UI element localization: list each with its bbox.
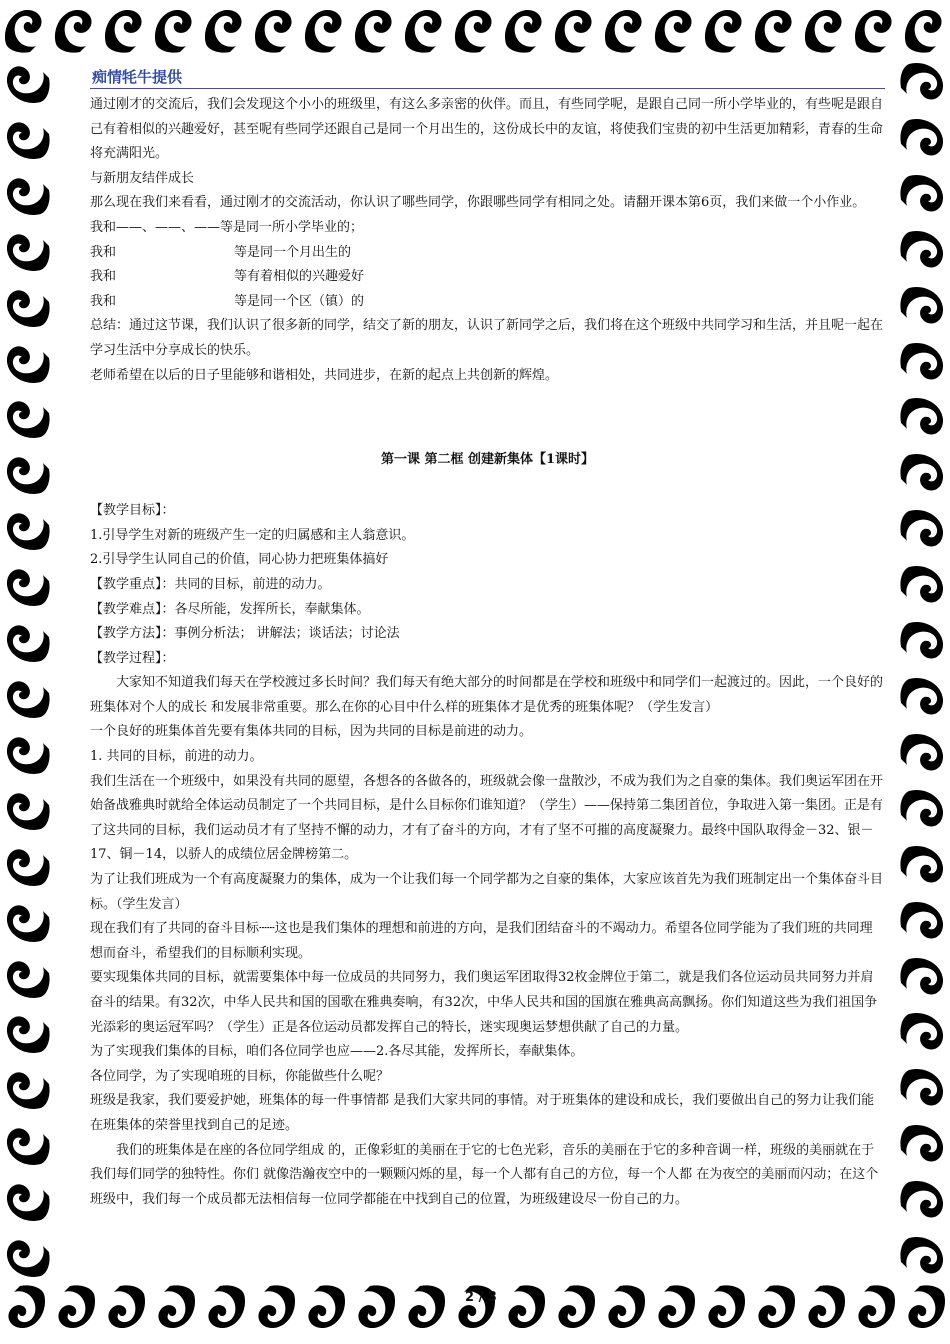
process-paragraph: 一个良好的班集体首先要有集体共同的目标，因为共同的目标是前进的动力。: [90, 724, 533, 740]
border-swirl-ornament: [100, 0, 150, 56]
fill-row-prefix: 我和: [90, 269, 117, 285]
fill-row-text: 等是同一个区（镇）的: [234, 293, 365, 309]
border-swirl-ornament: [900, 167, 950, 223]
border-swirl-ornament: [900, 1282, 950, 1338]
border-swirl-ornament: [900, 55, 950, 111]
border-top: [0, 0, 950, 62]
paragraph: 那么现在我们来看看，通过刚才的交流活动，你认识了哪些同学，你跟哪些同学有相同之处。请翻开课本第6页，我们来做一个小作业。: [90, 195, 866, 211]
lesson-line: 【教学难点】：各尽所能，发挥所长，奉献集体。: [90, 601, 370, 617]
fill-row-prefix: 我和: [90, 244, 117, 260]
border-swirl-ornament: [0, 55, 50, 111]
border-swirl-ornament: [650, 1282, 700, 1338]
border-swirl-ornament: [0, 782, 50, 838]
border-swirl-ornament: [0, 111, 50, 167]
border-swirl-ornament: [600, 0, 650, 56]
border-swirl-ornament: [300, 1282, 350, 1338]
fill-row: [90, 241, 885, 266]
border-swirl-ornament: [550, 0, 600, 56]
border-swirl-ornament: [850, 0, 900, 56]
border-swirl-ornament: [0, 1061, 50, 1117]
border-swirl-ornament: [750, 0, 800, 56]
border-swirl-ornament: [650, 0, 700, 56]
border-swirl-ornament: [0, 894, 50, 950]
border-swirl-ornament: [700, 1282, 750, 1338]
border-swirl-ornament: [900, 335, 950, 391]
summary-paragraph: 总结：通过这节课，我们认识了很多新的同学，结交了新的朋友，认识了新同学之后，我们将在这个班级中共同学习和生活，并且呢一起在学习生活中分享成长的快乐。: [90, 318, 884, 358]
border-swirl-ornament: [400, 0, 450, 56]
lesson-title: 第一课 第二框 创建新集体【1课时】: [380, 452, 595, 468]
process-paragraph: 我们生活在一个班级中，如果没有共同的愿望，各想各的各做各的，班级就会像一盘散沙，不成为我们为之自豪的集体。我们奥运军团在开始备战雅典时就给全体运动员制定了一个共同目标，是什么目标你们谁知道？（学生）——保持第二集团首位，争取进入第一集团。正是有了这共同的目标，我们运动员才有了坚持不懈的动力，才有了奋斗的方向，才有了坚不可摧的高度凝聚力。最终中国队取得金－32、银－17、铜－14，以骄人的成绩位居金牌榜第二。: [90, 773, 884, 863]
border-swirl-ornament: [700, 0, 750, 56]
border-swirl-ornament: [900, 0, 950, 56]
process-paragraph: 现在我们有了共同的奋斗目标┄┄这也是我们集体的理想和前进的方向，是我们团结奋斗的不竭动力。希望各位同学能为了我们班的共同理想而奋斗，希望我们的目标顺利实现。: [90, 921, 873, 961]
border-swirl-ornament: [800, 1282, 850, 1338]
border-swirl-ornament: [0, 279, 50, 335]
border-swirl-ornament: [900, 894, 950, 950]
border-swirl-ornament: [350, 0, 400, 56]
header-title: 痴情牦牛提供: [92, 68, 183, 86]
border-swirl-ornament: [0, 390, 50, 446]
page-number: 2 / 3: [465, 1290, 497, 1305]
border-swirl-ornament: [900, 558, 950, 614]
border-swirl-ornament: [900, 1229, 950, 1285]
border-swirl-ornament: [900, 1061, 950, 1117]
border-swirl-ornament: [200, 1282, 250, 1338]
lesson-line: 【教学方法】：事例分析法； 讲解法；谈话法；讨论法: [90, 626, 400, 642]
border-swirl-ornament: [0, 838, 50, 894]
process-paragraph: 班级是我家，我们要爱护她，班集体的每一件事情都 是我们大家共同的事情。对于班集体的建设和成长，我们要做出自己的努力让我们能在班集体的荣誉里找到自己的足迹。: [90, 1093, 875, 1133]
page-header: [90, 60, 885, 89]
border-swirl-ornament: [800, 0, 850, 56]
border-swirl-ornament: [50, 0, 100, 56]
border-swirl-ornament: [900, 111, 950, 167]
border-swirl-ornament: [0, 0, 50, 56]
border-swirl-ornament: [550, 1282, 600, 1338]
border-left: [0, 55, 50, 1285]
border-swirl-ornament: [900, 1005, 950, 1061]
lesson-line: 【教学重点】：共同的目标，前进的动力。: [90, 576, 331, 592]
border-swirl-ornament: [0, 335, 50, 391]
summary-paragraph: 老师希望在以后的日子里能够和谐相处，共同进步，在新的起点上共创新的辉煌。: [90, 367, 559, 383]
border-swirl-ornament: [0, 502, 50, 558]
border-swirl-ornament: [450, 0, 500, 56]
fill-row: [90, 265, 885, 290]
fill-row-prefix: 我和: [90, 293, 117, 309]
border-swirl-ornament: [400, 1282, 450, 1338]
process-paragraph: 大家知不知道我们每天在学校渡过多长时间？我们每天有绝大部分的时间都是在学校和班级中和同学们一起渡过的。因此，一个良好的班集体对个人的成长 和发展非常重要。那么在你的心目中什么样的班集体才是优秀的班集体呢？（学生发言）: [90, 675, 884, 715]
border-swirl-ornament: [150, 1282, 200, 1338]
process-paragraph: 为了让我们班成为一个有高度凝聚力的集体，成为一个让我们每一个同学都为之自豪的集体，大家应该首先为我们班制定出一个集体奋斗目标。（学生发言）: [90, 872, 884, 912]
border-swirl-ornament: [900, 838, 950, 894]
border-swirl-ornament: [0, 223, 50, 279]
process-paragraph: 各位同学，为了实现咱班的目标，你能做些什么呢？: [90, 1068, 390, 1084]
border-swirl-ornament: [900, 1117, 950, 1173]
border-swirl-ornament: [900, 614, 950, 670]
border-swirl-ornament: [0, 1282, 50, 1338]
border-swirl-ornament: [750, 1282, 800, 1338]
border-swirl-ornament: [850, 1282, 900, 1338]
border-swirl-ornament: [250, 0, 300, 56]
border-swirl-ornament: [0, 614, 50, 670]
border-swirl-ornament: [900, 502, 950, 558]
border-swirl-ornament: [500, 1282, 550, 1338]
process-heading: 1. 共同的目标，前进的动力。: [90, 749, 263, 765]
border-swirl-ornament: [900, 446, 950, 502]
process-paragraph: 要实现集体共同的目标，就需要集体中每一位成员的共同努力，我们奥运军团取得32枚金牌位于第二，就是我们各位运动员共同努力并肩奋斗的结果。有32次，中华人民共和国的国歌在雅典奏响，有32次，中华人民共和国的国旗在雅典高高飘扬。你们知道这些为我们祖国争光添彩的奥运冠军吗？（学生）正是各位运动员都发挥自己的特长，迷实现奥运梦想供献了自己的力量。: [90, 970, 878, 1035]
border-swirl-ornament: [600, 1282, 650, 1338]
border-swirl-ornament: [250, 1282, 300, 1338]
border-swirl-ornament: [0, 446, 50, 502]
fill-row-text: 等是同一个月出生的: [234, 244, 352, 260]
border-swirl-ornament: [150, 0, 200, 56]
border-swirl-ornament: [900, 726, 950, 782]
subheading: 与新朋友结伴成长: [90, 170, 195, 186]
border-swirl-ornament: [900, 670, 950, 726]
paragraph: 通过刚才的交流后，我们会发现这个小小的班级里，有这么多亲密的伙伴。而且，有些同学呢，是跟自己同一所小学毕业的，有些呢是跟自己有着相似的兴趣爱好，甚至呢有些同学还跟自己是同一个月出生的，这份成长中的友谊，将使我们宝贵的初中生活更加精彩，青春的生命将充满阳光。: [90, 97, 884, 162]
document-page: [90, 60, 885, 1212]
border-swirl-ornament: [0, 558, 50, 614]
border-swirl-ornament: [900, 279, 950, 335]
lesson-body: [90, 499, 885, 1212]
border-swirl-ornament: [900, 782, 950, 838]
border-swirl-ornament: [0, 726, 50, 782]
fill-line: 我和——、——、——等是同一所小学毕业的；: [90, 219, 364, 235]
border-swirl-ornament: [0, 1173, 50, 1229]
border-swirl-ornament: [0, 1229, 50, 1285]
border-swirl-ornament: [100, 1282, 150, 1338]
border-swirl-ornament: [300, 0, 350, 56]
border-swirl-ornament: [50, 1282, 100, 1338]
border-swirl-ornament: [900, 390, 950, 446]
process-paragraph: 我们的班集体是在座的各位同学组成 的，正像彩虹的美丽在于它的七色光彩，音乐的美丽在于它的多种音调一样，班级的美丽就在于我们每们同学的独特性。你们 就像浩瀚夜空中的一颗颗闪烁的星，每一个人都有自己的方位，每一个人都 在为夜空的美丽而闪动；在这个班级中，我们每一个成员都无法相信每一位同学都能在中找到自己的位置，为班级建设尽一份自己的力。: [90, 1142, 879, 1207]
border-right: [900, 55, 950, 1285]
lesson-line: 2.引导学生认同自己的价值，同心协力把班集体搞好: [90, 552, 389, 568]
border-swirl-ornament: [0, 1005, 50, 1061]
border-swirl-ornament: [200, 0, 250, 56]
border-swirl-ornament: [900, 1173, 950, 1229]
section-friends: [90, 93, 885, 388]
lesson-line: 1.引导学生对新的班级产生一定的归属感和主人翁意识。: [90, 527, 415, 543]
process-paragraph: 为了实现我们集体的目标，咱们各位同学也应——2.各尽其能，发挥所长，奉献集体。: [90, 1044, 584, 1060]
fill-row-text: 等有着相似的兴趣爱好: [234, 269, 365, 285]
lesson-line: 【教学目标】：: [90, 503, 175, 519]
border-swirl-ornament: [900, 223, 950, 279]
border-swirl-ornament: [0, 167, 50, 223]
border-swirl-ornament: [0, 670, 50, 726]
border-swirl-ornament: [0, 1117, 50, 1173]
border-swirl-ornament: [0, 950, 50, 1006]
border-swirl-ornament: [900, 950, 950, 1006]
fill-row: [90, 290, 885, 315]
border-swirl-ornament: [350, 1282, 400, 1338]
lesson-line: 【教学过程】：: [90, 650, 175, 666]
border-swirl-ornament: [500, 0, 550, 56]
